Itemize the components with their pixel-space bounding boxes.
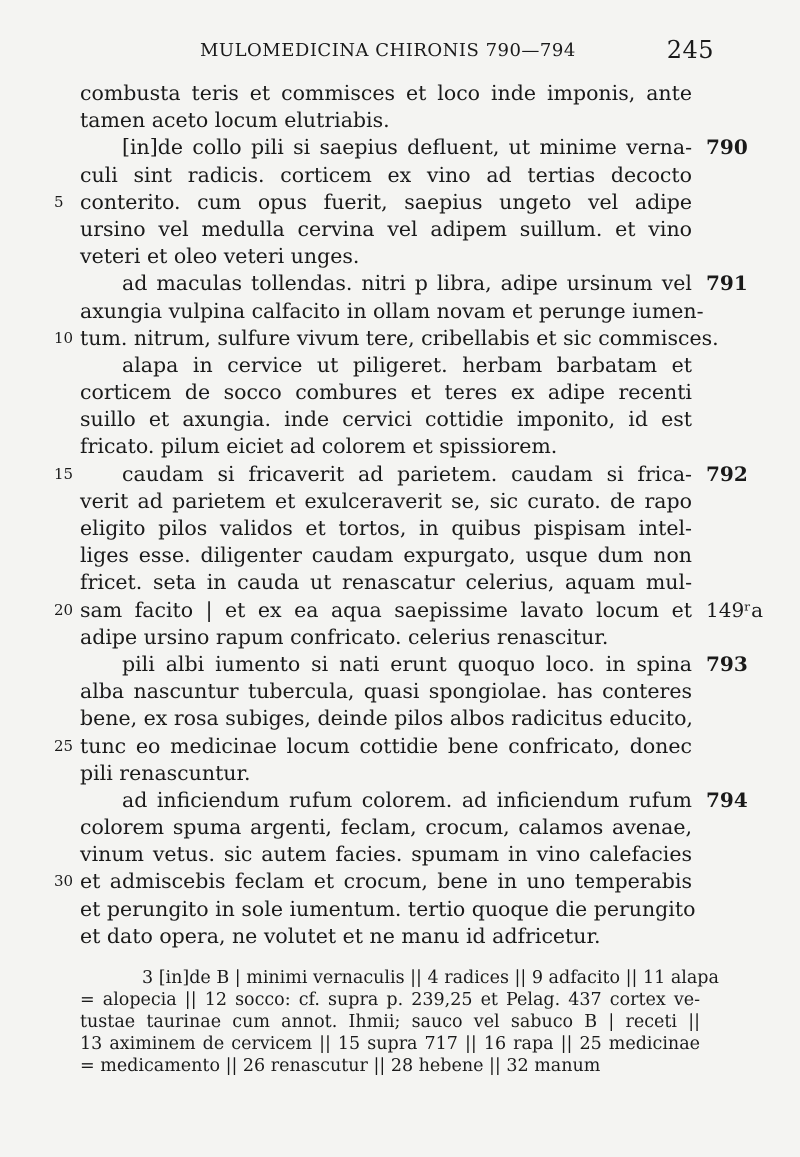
text-line xyxy=(80,270,748,297)
text-line xyxy=(80,216,692,243)
line-text: ad maculas tollendas. nitri p libra, adipe ursinum vel xyxy=(122,271,692,296)
apparatus-line: 13 aximinem de cervicem || 15 supra 717 || 16 rapa || 25 medicinae xyxy=(80,1034,700,1054)
line-text: colorem spuma argenti, feclam, crocum, calamos avenae, xyxy=(80,815,692,840)
line-text: ursino vel medulla cervina vel adipem suillum. et vino xyxy=(80,216,692,241)
line-text: fricet. seta in cauda ut renascatur celerius, aquam mul- xyxy=(80,570,692,595)
line-number: 25 xyxy=(54,736,74,755)
text-line xyxy=(80,488,692,515)
text-line xyxy=(80,162,692,189)
text-line xyxy=(80,352,692,379)
main-text xyxy=(54,80,764,950)
line-number: 15 xyxy=(54,464,74,483)
critical-apparatus xyxy=(80,967,719,1077)
line-text: adipe ursino rapum confricato. celerius renascitur. xyxy=(80,624,609,649)
text-line xyxy=(80,542,692,569)
line-text: vinum vetus. sic autem facies. spumam in vino calefacies xyxy=(80,842,692,867)
text-line xyxy=(80,651,748,678)
line-text: liges esse. diligenter caudam expurgato, usque dum non xyxy=(80,543,692,568)
line-number: 20 xyxy=(54,600,74,619)
line-text: corticem de socco combures et teres ex adipe recenti xyxy=(80,380,692,405)
text-line xyxy=(80,923,692,950)
line-text: alba nascuntur tubercula, quasi spongiolae. has conteres xyxy=(80,679,692,704)
line-text: bene, ex rosa subiges, deinde pilos albos radicitus educito, xyxy=(80,706,693,731)
line-number: 30 xyxy=(54,872,74,891)
text-line xyxy=(80,569,692,596)
running-title: MULOMEDICINA CHIRONIS 790—794 xyxy=(200,40,576,61)
line-text: suillo et axungia. inde cervici cottidie imponito, id est xyxy=(80,407,692,432)
text-line xyxy=(80,80,692,107)
section-number: 794 xyxy=(706,787,748,812)
text-line xyxy=(80,760,692,787)
text-line xyxy=(80,896,696,923)
section-number: 792 xyxy=(706,461,748,486)
line-text: eligito pilos validos et tortos, in quibus pispisam intel- xyxy=(80,516,692,540)
line-text: fricato. pilum eiciet ad colorem et spissiorem. xyxy=(80,434,558,459)
text-line xyxy=(80,379,692,406)
text-line xyxy=(54,325,719,352)
text-line xyxy=(80,107,692,134)
text-line xyxy=(80,433,692,460)
line-text: alapa in cervice ut piligeret. herbam barbatam et xyxy=(122,352,692,377)
line-text: verit ad parietem et exulceraverit se, sic curato. de rapo xyxy=(80,488,692,513)
text-line xyxy=(80,624,692,651)
text-line xyxy=(54,868,692,895)
line-text: pili renascuntur. xyxy=(80,760,251,785)
text-line xyxy=(54,461,748,488)
line-text: ad inficiendum rufum colorem. ad inficiendum rufum xyxy=(122,787,692,812)
line-text: culi sint radicis. corticem ex vino ad tertias decocto xyxy=(80,162,692,187)
text-line xyxy=(80,814,692,841)
line-number: 10 xyxy=(54,328,74,347)
section-number: 793 xyxy=(706,651,748,676)
text-line xyxy=(54,189,692,216)
text-line xyxy=(80,515,692,542)
text-line xyxy=(54,597,764,624)
apparatus-line: = alopecia || 12 socco: cf. supra p. 239,25 et Pelag. 437 cortex ve- xyxy=(80,990,700,1010)
apparatus-line: tustae taurinae cum annot. Ihmii; sauco vel sabuco B | receti || xyxy=(80,1012,700,1032)
page-number: 245 xyxy=(666,36,714,64)
apparatus-line: = medicamento || 26 renascutur || 28 hebene || 32 manum xyxy=(80,1056,601,1076)
section-number: 791 xyxy=(706,271,748,296)
line-text: tum. nitrum, sulfure vivum tere, cribellabis et sic commisces. xyxy=(80,325,719,350)
text-line xyxy=(80,705,692,732)
line-text: [in]de collo pili si saepius defluent, ut minime verna- xyxy=(122,135,692,160)
line-text: caudam si fricaverit ad parietem. caudam si frica- xyxy=(122,461,692,486)
text-line xyxy=(80,243,692,270)
text-line xyxy=(80,298,704,325)
line-text: et admiscebis feclam et crocum, bene in uno temperabis xyxy=(80,869,692,894)
line-text: pili albi iumento si nati erunt quoquo loco. in spina xyxy=(122,651,692,676)
line-number: 5 xyxy=(54,192,64,211)
line-text: conterito. cum opus fuerit, saepius ungeto vel adipe xyxy=(80,189,692,214)
text-line xyxy=(80,841,692,868)
apparatus-line: 3 [in]de B | minimi vernaculis || 4 radices || 9 adfacito || 11 alapa xyxy=(142,968,719,988)
text-line xyxy=(80,678,692,705)
line-text: veteri et oleo veteri unges. xyxy=(80,244,360,269)
text-line xyxy=(80,787,748,814)
line-text: axungia vulpina calfacito in ollam novam et perunge iumen- xyxy=(80,298,704,323)
line-text: combusta teris et commisces et loco inde imponis, ante xyxy=(80,81,692,105)
line-text: sam facito | et ex ea aqua saepissime lavato locum et xyxy=(80,597,692,622)
text-line xyxy=(80,406,692,433)
line-text: tamen aceto locum elutriabis. xyxy=(80,108,390,133)
section-number: 790 xyxy=(706,135,748,160)
folio-reference: 149ʳa xyxy=(706,597,764,622)
text-line xyxy=(80,134,748,161)
line-text: tunc eo medicinae locum cottidie bene confricato, donec xyxy=(80,733,692,758)
line-text: et dato opera, ne volutet et ne manu id adfricetur. xyxy=(80,923,601,948)
line-text: et perungito in sole iumentum. tertio quoque die perungito xyxy=(80,896,696,921)
text-line xyxy=(54,733,692,760)
